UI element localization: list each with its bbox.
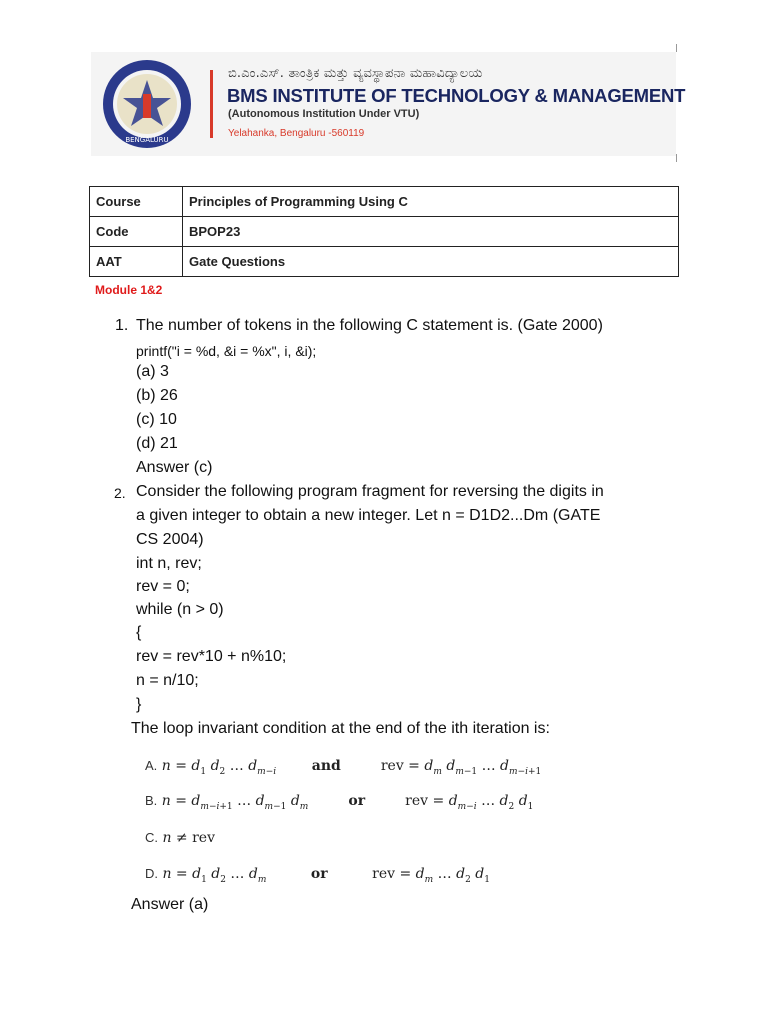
q2-text-line: Consider the following program fragment for reversing the digits in bbox=[136, 483, 604, 500]
q1-option-d: (d) 21 bbox=[136, 435, 178, 452]
option-connector: or bbox=[310, 866, 328, 882]
table-cell-value: Principles of Programming Using C bbox=[183, 187, 679, 217]
q1-code: printf("i = %d, &i = %x", i, &i); bbox=[136, 343, 317, 359]
q2-text-line: CS 2004) bbox=[136, 531, 204, 548]
q2-code-line: int n, rev; bbox=[136, 555, 202, 572]
q1-text: The number of tokens in the following C statement is. (Gate 2000) bbox=[136, 317, 603, 334]
q2-code-line: rev = rev*10 + n%10; bbox=[136, 648, 287, 665]
q2-code-line: rev = 0; bbox=[136, 578, 190, 595]
institute-name: BMS INSTITUTE OF TECHNOLOGY & MANAGEMENT bbox=[227, 85, 686, 106]
q2-option-a: A. $n = d_1$ $d_2$ … $d_{m-i}$ and rev = $d_m$ $d_{m-1}$ … $d_{m-i+1}$ bbox=[145, 758, 542, 777]
header-divider bbox=[210, 70, 213, 138]
module-label: Module 1&2 bbox=[95, 283, 163, 297]
q1-option-c: (c) 10 bbox=[136, 411, 177, 428]
q2-invariant-text: The loop invariant condition at the end of the ith iteration is: bbox=[131, 720, 550, 737]
q2-option-c: C. n ≠ rev bbox=[145, 830, 216, 846]
q1-number: 1. bbox=[115, 317, 129, 334]
q2-code-line: { bbox=[136, 624, 142, 641]
crop-mark bbox=[676, 44, 677, 52]
q2-text-line: a given integer to obtain a new integer. Let n = D1D2...Dm (GATE bbox=[136, 507, 601, 524]
q2-answer: Answer (a) bbox=[131, 896, 209, 913]
table-row bbox=[90, 187, 679, 217]
q2-number: 2. bbox=[114, 485, 126, 501]
q2-option-b: B. $n = d_{m-i+1}$ … $d_{m-1}$ $d_m$ or rev = $d_{m-i}$ … $d_2$ $d_1$ bbox=[145, 793, 534, 812]
q2-code-line: while (n > 0) bbox=[136, 601, 224, 618]
institute-seal-icon bbox=[99, 58, 195, 150]
institute-subtitle: (Autonomous Institution Under VTU) bbox=[228, 108, 420, 120]
table-cell-key: Code bbox=[90, 217, 183, 247]
crop-mark bbox=[676, 154, 677, 162]
seal-text: BENGALURU bbox=[125, 136, 169, 144]
q2-code-line: n = n/10; bbox=[136, 672, 199, 689]
q2-option-d: D. $n = d_1$ $d_2$ … $d_m$ or rev = $d_m$ … $d_2$ $d_1$ bbox=[145, 866, 490, 885]
option-label: C. bbox=[145, 830, 158, 845]
table-cell-value: BPOP23 bbox=[183, 217, 679, 247]
option-connector: and bbox=[311, 758, 341, 774]
table-cell-key: Course bbox=[90, 187, 183, 217]
option-connector: or bbox=[348, 793, 366, 809]
table-row bbox=[90, 247, 679, 277]
course-info-table bbox=[89, 186, 679, 277]
table-cell-value: Gate Questions bbox=[183, 247, 679, 277]
q1-option-a: (a) 3 bbox=[136, 363, 169, 380]
option-label: D. bbox=[145, 866, 158, 881]
q2-code-line: } bbox=[136, 696, 142, 713]
kannada-institute-name: ಬಿ.ಎಂ.ಎಸ್. ತಾಂತ್ರಿಕ ಮತ್ತು ವ್ಯವಸ್ಥಾಪನಾ ಮಹಾವಿದ್ಯಾಲಯ bbox=[228, 66, 483, 81]
q1-answer: Answer (c) bbox=[136, 459, 213, 476]
table-row bbox=[90, 217, 679, 247]
q1-option-b: (b) 26 bbox=[136, 387, 178, 404]
institute-header bbox=[91, 52, 686, 156]
option-label: B. bbox=[145, 793, 158, 808]
institute-address: Yelahanka, Bengaluru -560119 bbox=[228, 128, 365, 139]
table-cell-key: AAT bbox=[90, 247, 183, 277]
option-label: A. bbox=[145, 758, 158, 773]
